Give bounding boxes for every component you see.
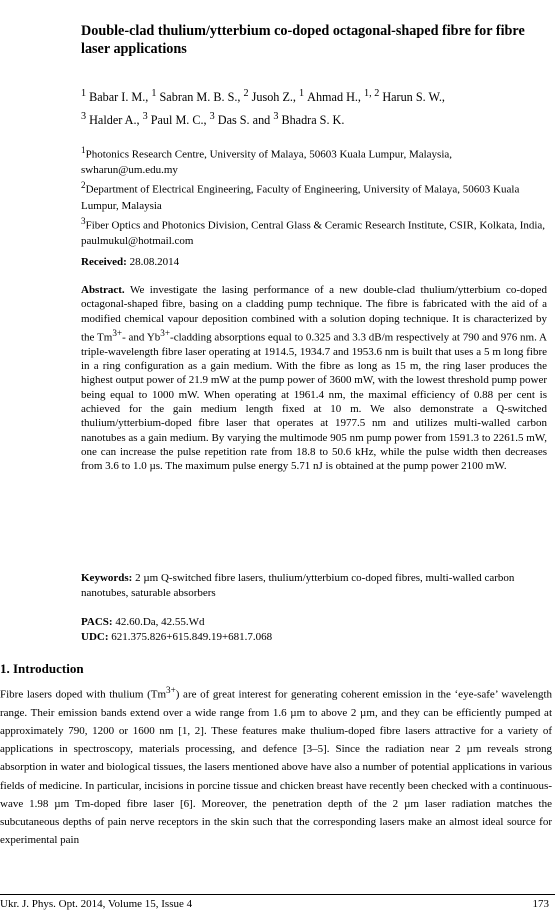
paper-title: Double-clad thulium/ytterbium co-doped octagonal-shaped fibre for fibre laser applications [81,23,525,57]
received-date: Received: 28.08.2014 [81,256,180,268]
classification-codes [81,615,547,644]
affiliation: $^2$Department of Electrical Engineering, Faculty of Engineering, University of Malaya, 50603 Kuala Lumpur, Malaysia [81,180,520,212]
author: $^2$ Jusoh Z., [243,88,296,105]
pacs-codes: PACS: 42.60.Da, 42.55.Wd [81,616,205,628]
introduction-text: Fibre lasers doped with thulium $(Tm^{3+})$ are of great interest for generating coherent emission in the ‘eye-safe’ wavelength range. Their emission bands extend over a wide range from 1.6 µm to above 2 µm, and they can be efficiently pumped at approximately 790, 1200 or 1600 nm [1, 2]. These features make thulium-doped fibre lasers attractive for a variety of applications in spectroscopy, materials processing, and defence [3–5]. Since the radiation near 2 µm reveals strong absorption in water and biological tissues, the lasers mentioned above have also a number of potential applications in various fields of medicine. In particular, incisions in porcine tissue and chicken breast have recently been checked with a continuous-wave 1.98 µm Tm-doped fibre laser [6]. Moreover, the penetration depth of the 2 µm laser radiation matches the subcutaneous depths of pain nerve receptors in the skin such that the corresponding lasers make an almost ideal source for experimental pain [0,685,552,847]
author: $^1$ Ahmad H., [299,88,361,105]
author: $^3$ Das S. and [209,111,271,128]
abstract: Abstract. We investigate the lasing performance of a new double-clad thulium/ytterbium co-doped octagonal-shaped fibre, basing on a cladding pump technique. The fibre is fabricated with the aid of a modified chemical vapour deposition combined with a solution doping technique. It is characterized by the $Tm^{3+}-$ and $Yb^{3+}$-cladding absorptions equal to 0.325 and 3.3 dB/m respectively at 790 and 976 nm. A triple-wavelength fibre laser operating at 1914.5, 1934.7 and 1953.6 nm is built that uses a 5 m long fibre in a ring configuration as a gain medium. With the fibre as long as 15 m, the ring laser produces the highest output power of 21.9 mW at the pump power of 3600 mW, with the lowest threshold pump power being equal to 1000 mW. When operating at 1961.4 nm, the maximal efficiency of 0.88 per cent is achieved for the gain medium length fixed at 10 m. We also demonstrate a Q-switched thulium/ytterbium-doped fibre laser that operates at 1977.5 nm and utilizes multi-walled carbon nanotubes as a gain medium. By varying the multimode 905 nm pump power from 1591.3 to 2261.5 mW, one can increase the pulse repetition rate from 18.8 to 50.6 kHz, while the pulse width then decreases from 3.6 to 1.0 µs. The maximum pulse energy 5.71 nJ is obtained at the pump power 2100 mW. [81,284,547,473]
author: $^3$ Halder A., [81,111,140,128]
footer-journal: Ukr. J. Phys. Opt. 2014, Volume 15, Issue 4 [0,898,193,910]
author: $^3$ Paul M. C., [142,111,207,128]
page-number: 173 [532,898,549,910]
affiliation: $^1$Photonics Research Centre, University of Malaya, 50603 Kuala Lumpur, Malaysia, swharun@um.edu.my [81,145,453,177]
author-list [81,84,541,130]
author: $^3$ Bhadra S. K. [273,111,345,128]
author: $^1$ Babar I. M., [81,88,149,105]
affiliation: $^3$Fiber Optics and Photonics Division, Central Glass & Ceramic Research Institute, CSIR, Kolkata, India, paulmukul@hotmail.com [81,215,546,247]
author: $^1$ Sabran M. B. S., [151,88,241,105]
udc-codes: UDC: 621.375.826+615.849.19+681.7.068 [81,630,273,643]
footer-divider [0,894,555,895]
section-heading-introduction: 1. Introduction [0,661,84,676]
author: $^{1, 2}$ Harun S. W., [364,88,445,105]
keywords: Keywords: 2 µm Q-switched fibre lasers, thulium/ytterbium co-doped fibres, multi-walled carbon nanotubes, saturable absorbers [81,572,515,599]
abstract-label: Abstract. [81,284,125,296]
affiliation-list [81,143,549,249]
